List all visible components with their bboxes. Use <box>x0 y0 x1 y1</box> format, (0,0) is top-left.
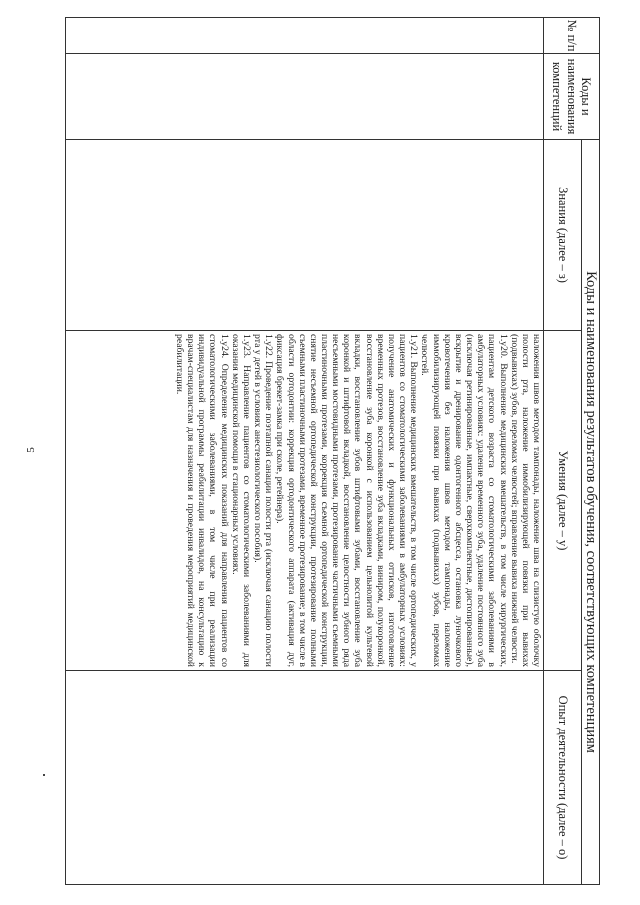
cell-codes <box>66 54 544 140</box>
competencies-table <box>65 17 600 885</box>
skill-paragraph: 1.у20. Выполнение медицинских вмешательств, в том числе хирургических, пациентам детского возраста со стоматологическими заболеваниями в амбулаторных условиях: удаление временного зуба, удаление постоянного зуба (исключая ретинированные, импактные, сверхкомплектные, дистопированные), вскрытие и дренирование одонтогенного абсцесса, остановка луночкового кровотечения без наложения швов методом тампонады, наложение иммобилизирующей повязки при вывихах (подвывихах) зубов, переломах челюстей. <box>419 334 509 667</box>
cell-experience <box>66 671 544 885</box>
cell-skills <box>66 331 544 671</box>
header-experience: Опыт деятельности (далее – о) <box>544 671 582 885</box>
rotated-table-wrapper <box>66 17 600 884</box>
header-num: № п/п <box>544 18 600 54</box>
skill-paragraph: 1.у24. Определение медицинских показаний для направления пациентов со стоматологическими заболеваниями, в том числе при реализации индивидуальной программы реабилитации инвалидов, на консультацию к врачам-специалистам для назначения и проведения мероприятий медицинской реабилитации. <box>174 334 230 667</box>
header-skills: Умения (далее – у) <box>544 331 582 671</box>
skill-paragraph: 1.у23. Направление пациентов со стоматологическими заболеваниями для оказания медицинской помощи в стационарных условиях. <box>229 334 252 667</box>
skill-paragraph: 1.у21. Выполнение медицинских вмешательств, в том числе ортопедических, у пациентов со стоматологическими заболеваниями в амбулаторных условиях: получение анатомических и функциональных оттисков, изготовление временных протезов, восстановление зуба вкладками, виниром, полукоронкой, восстановление зуба коронкой с использованием цельнолитой культевой вкладки, восстановление зубов штифтовыми зубами, восстановление зуба коронкой и штифтовой вкладкой, восстановление целостности зубного ряда несъемными мостовидными протезами, протезирование частичными съемными пластиночными протезами, коррекция съемной ортопедической конструкции, снятие несъемной ортопедической конструкции, протезирование полными съемными пластиночными протезами, временное протезирование; в том числе в области ортодонтии: коррекция ортодонтического аппарата (активация дуг, фиксация брекет-замка при сколе, ретейнера). <box>274 334 420 667</box>
page-number: 5 <box>24 447 37 453</box>
header-knowledge: Знания (далее – з) <box>544 140 582 331</box>
cell-num <box>66 18 544 54</box>
header-codes: Коды и наименования компетенций <box>544 54 600 140</box>
skill-paragraph: наложения швов методом тампонады, наложение шва на слизистую оболочку полости рта, наложение иммобилизирующей повязки при вывихах (подвывихах) зубов, переломах челюстей; вправление вывиха нижней челюсти. <box>508 334 542 667</box>
skill-paragraph: 1.у22. Проведение поэтапной санации полости рта (исключая санацию полости рта у детей в условиях анестезиологического пособия). <box>252 334 275 667</box>
scan-artifact-dot <box>43 774 45 776</box>
cell-knowledge <box>66 140 544 331</box>
header-results: Коды и наименования результатов обучения, соответствующих компетенциям <box>582 140 600 885</box>
